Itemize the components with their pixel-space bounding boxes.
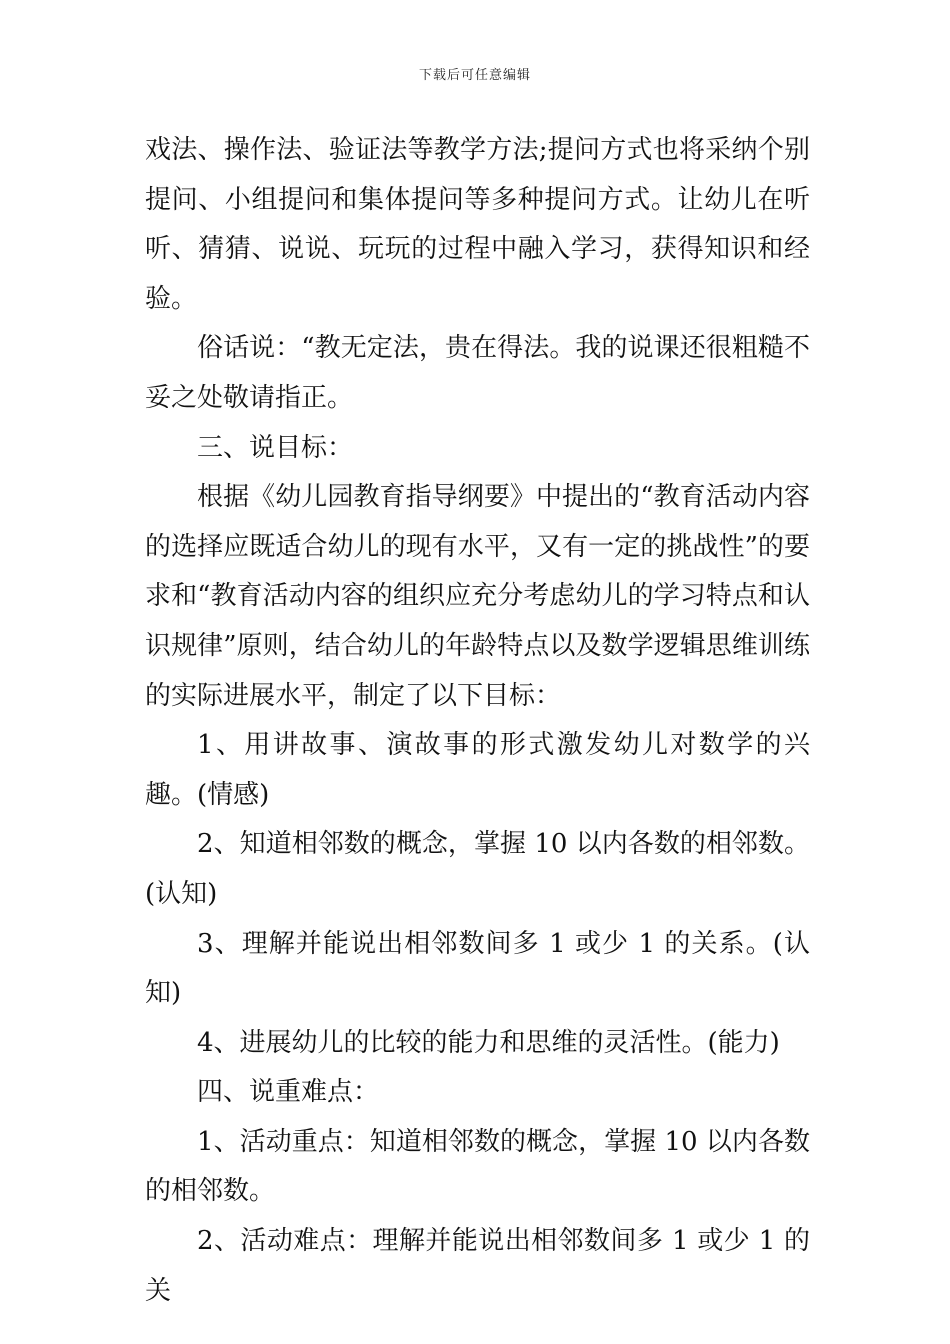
key-point-item-2: 2、活动难点：理解并能说出相邻数间多 1 或少 1 的关: [145, 1226, 810, 1306]
section-heading-key-points: 四、说重难点：: [197, 1077, 380, 1108]
section-heading-goals: 三、说目标：: [197, 432, 354, 463]
goal-item-3: 3、理解并能说出相邻数间多 1 或少 1 的关系。(认知): [145, 928, 810, 1009]
key-point-item-1: 1、活动重点：知道相邻数的概念，掌握 10 以内各数的相邻数。: [145, 1126, 810, 1207]
goal-item-1: 1、用讲故事、演故事的形式激发幼儿对数学的兴趣。(情感): [145, 730, 810, 810]
goal-item-2: 2、知道相邻数的概念，掌握 10 以内各数的相邻数。(认知): [145, 829, 810, 909]
paragraph-closing-remark: 俗话说：“教无定法，贵在得法。我的说课还很粗糙不妥之处敬请指正。: [145, 333, 810, 413]
document-body: [145, 126, 810, 1316]
page-header-note: 下载后可任意编辑: [418, 68, 531, 83]
paragraph-goals-basis: 根据《幼儿园教育指导纲要》中提出的“教育活动内容的选择应既适合幼儿的现有水平，又有一定的挑战性”的要求和“教育活动内容的组织应充分考虑幼儿的学习特点和认识规律”原则，结合幼儿的年龄特点以及数学逻辑思维训练的实际进展水平，制定了以下目标：: [145, 482, 810, 711]
paragraph-teaching-methods: 戏法、操作法、验证法等教学方法;提问方式也将采纳个别提问、小组提问和集体提问等多种提问方式。让幼儿在听听、猜猜、说说、玩玩的过程中融入学习，获得知识和经验。: [145, 135, 810, 314]
goal-item-4: 4、进展幼儿的比较的能力和思维的灵活性。(能力): [197, 1027, 780, 1058]
